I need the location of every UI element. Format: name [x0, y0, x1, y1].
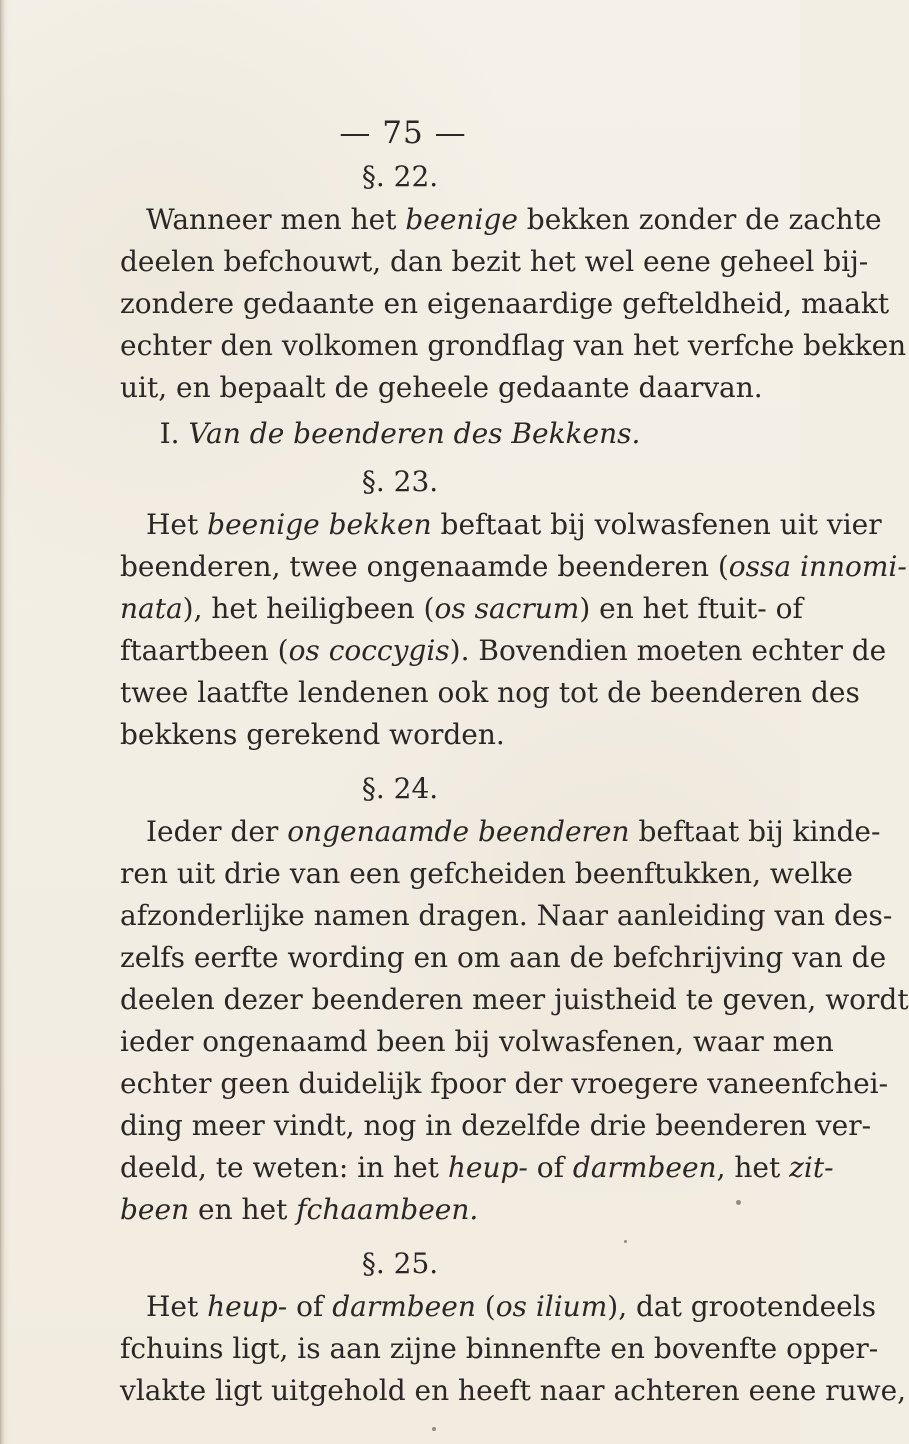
paragraph-line: afzonderlijke namen dragen. Naar aanleiding van des- [120, 899, 893, 932]
paragraph-line: ding meer vindt, nog in dezelfde drie beenderen ver- [120, 1109, 872, 1142]
italic-text-run: os sacrum [434, 592, 580, 625]
italic-text-run: heup- [447, 1151, 528, 1184]
page-left-edge-shadow [0, 0, 9, 1444]
paragraph-line [120, 1189, 680, 1231]
italic-text-run: fchaambeen. [296, 1193, 479, 1226]
text-run: of [527, 1151, 573, 1184]
paragraph-25 [120, 1286, 907, 1412]
paragraph-line [120, 630, 887, 672]
text-run: deeld, te weten: in het [120, 1151, 448, 1184]
text-run: beftaat bij kinde- [629, 815, 881, 848]
text-run: ), het heiligbeen ( [182, 592, 435, 625]
text-run: ftaartbeen ( [120, 634, 289, 667]
paragraph-22 [120, 199, 907, 409]
paragraph-line: deelen befchouwt, dan bezit het wel eene geheel bij- [120, 245, 869, 278]
text-run: bekken zonder de zachte [517, 203, 882, 236]
text-run: , het [716, 1151, 790, 1184]
text-run: Het [146, 508, 208, 541]
paragraph-line: fchuins ligt, is aan zijne binnenfte en bovenfte opper- [120, 1332, 879, 1365]
text-run: ). Bovendien moeten echter de [449, 634, 887, 667]
paragraph-line: zondere gedaante en eigenaardige gefteldheid, maakt [120, 287, 890, 320]
paragraph-line [120, 504, 882, 546]
text-run: Het [146, 1290, 208, 1323]
italic-text-run: darmbeen [572, 1151, 717, 1184]
italic-text-run: beenige bekken [207, 508, 432, 541]
text-run: en het [189, 1193, 297, 1226]
text-run: of [287, 1290, 333, 1323]
italic-text-run: os ilium [495, 1290, 608, 1323]
section-heading-23: §. 23. [361, 465, 439, 498]
paragraph-line [120, 1286, 877, 1328]
text-run: ( [475, 1290, 496, 1323]
italic-text-run: os coccygis [288, 634, 450, 667]
paper-speck [736, 1200, 741, 1205]
paragraph-line [120, 811, 881, 853]
paragraph-23 [120, 504, 907, 756]
paragraph-24 [120, 811, 909, 1231]
section-heading-22: §. 22. [361, 160, 439, 193]
paragraph-line [120, 1147, 834, 1189]
italic-text-run: beenige [405, 203, 518, 236]
chapter-title-text: Van de beenderen des Bekkens. [188, 417, 641, 450]
paragraph-line: echter geen duidelijk fpoor der vroegere vaneenfchei- [120, 1067, 889, 1100]
paragraph-line [120, 546, 907, 588]
paper-speck [432, 1427, 436, 1431]
paragraph-line [120, 199, 882, 241]
text-run: ) en het ftuit- of [579, 592, 803, 625]
paragraph-line: twee laatfte lendenen ook nog tot de beenderen des [120, 676, 860, 709]
paragraph-line: bekkens gerekend worden. [120, 718, 505, 751]
text-run: Ieder der [146, 815, 288, 848]
page-number: — 75 — [339, 115, 467, 151]
paragraph-line: zelfs eerfte wording en om aan de befchrijving van de [120, 941, 887, 974]
chapter-title [120, 413, 680, 455]
page-content [120, 115, 909, 1412]
section-heading-25: §. 25. [361, 1247, 439, 1280]
paragraph-line: echter den volkomen grondflag van het verfche bekken [120, 329, 907, 362]
chapter-prefix: I. [159, 417, 180, 450]
paragraph-line: deelen dezer beenderen meer juistheid te geven, wordt [120, 983, 909, 1016]
text-run: ), dat grootendeels [607, 1290, 877, 1323]
paragraph-line: ieder ongenaamd been bij volwasfenen, waar men [120, 1025, 834, 1058]
italic-text-run: ossa innomi- [728, 550, 907, 583]
text-run: Wanneer men het [146, 203, 406, 236]
paragraph-line: ren uit drie van een gefcheiden beenftukken, welke [120, 857, 853, 890]
italic-text-run: zit- [789, 1151, 834, 1184]
paragraph-line: uit, en bepaalt de geheele gedaante daarvan. [120, 371, 763, 404]
italic-text-run: been [120, 1193, 190, 1226]
section-heading-24: §. 24. [361, 772, 439, 805]
italic-text-run: darmbeen [332, 1290, 476, 1323]
paragraph-line [120, 588, 803, 630]
paragraph-line: vlakte ligt uitgehold en heeft naar achteren eene ruwe, [120, 1374, 907, 1407]
italic-text-run: ongenaamde beenderen [287, 815, 630, 848]
italic-text-run: heup- [207, 1290, 288, 1323]
italic-text-run: nata [120, 592, 183, 625]
text-run: beftaat bij volwasfenen uit vier [431, 508, 882, 541]
text-run: beenderen, twee ongenaamde beenderen ( [120, 550, 729, 583]
